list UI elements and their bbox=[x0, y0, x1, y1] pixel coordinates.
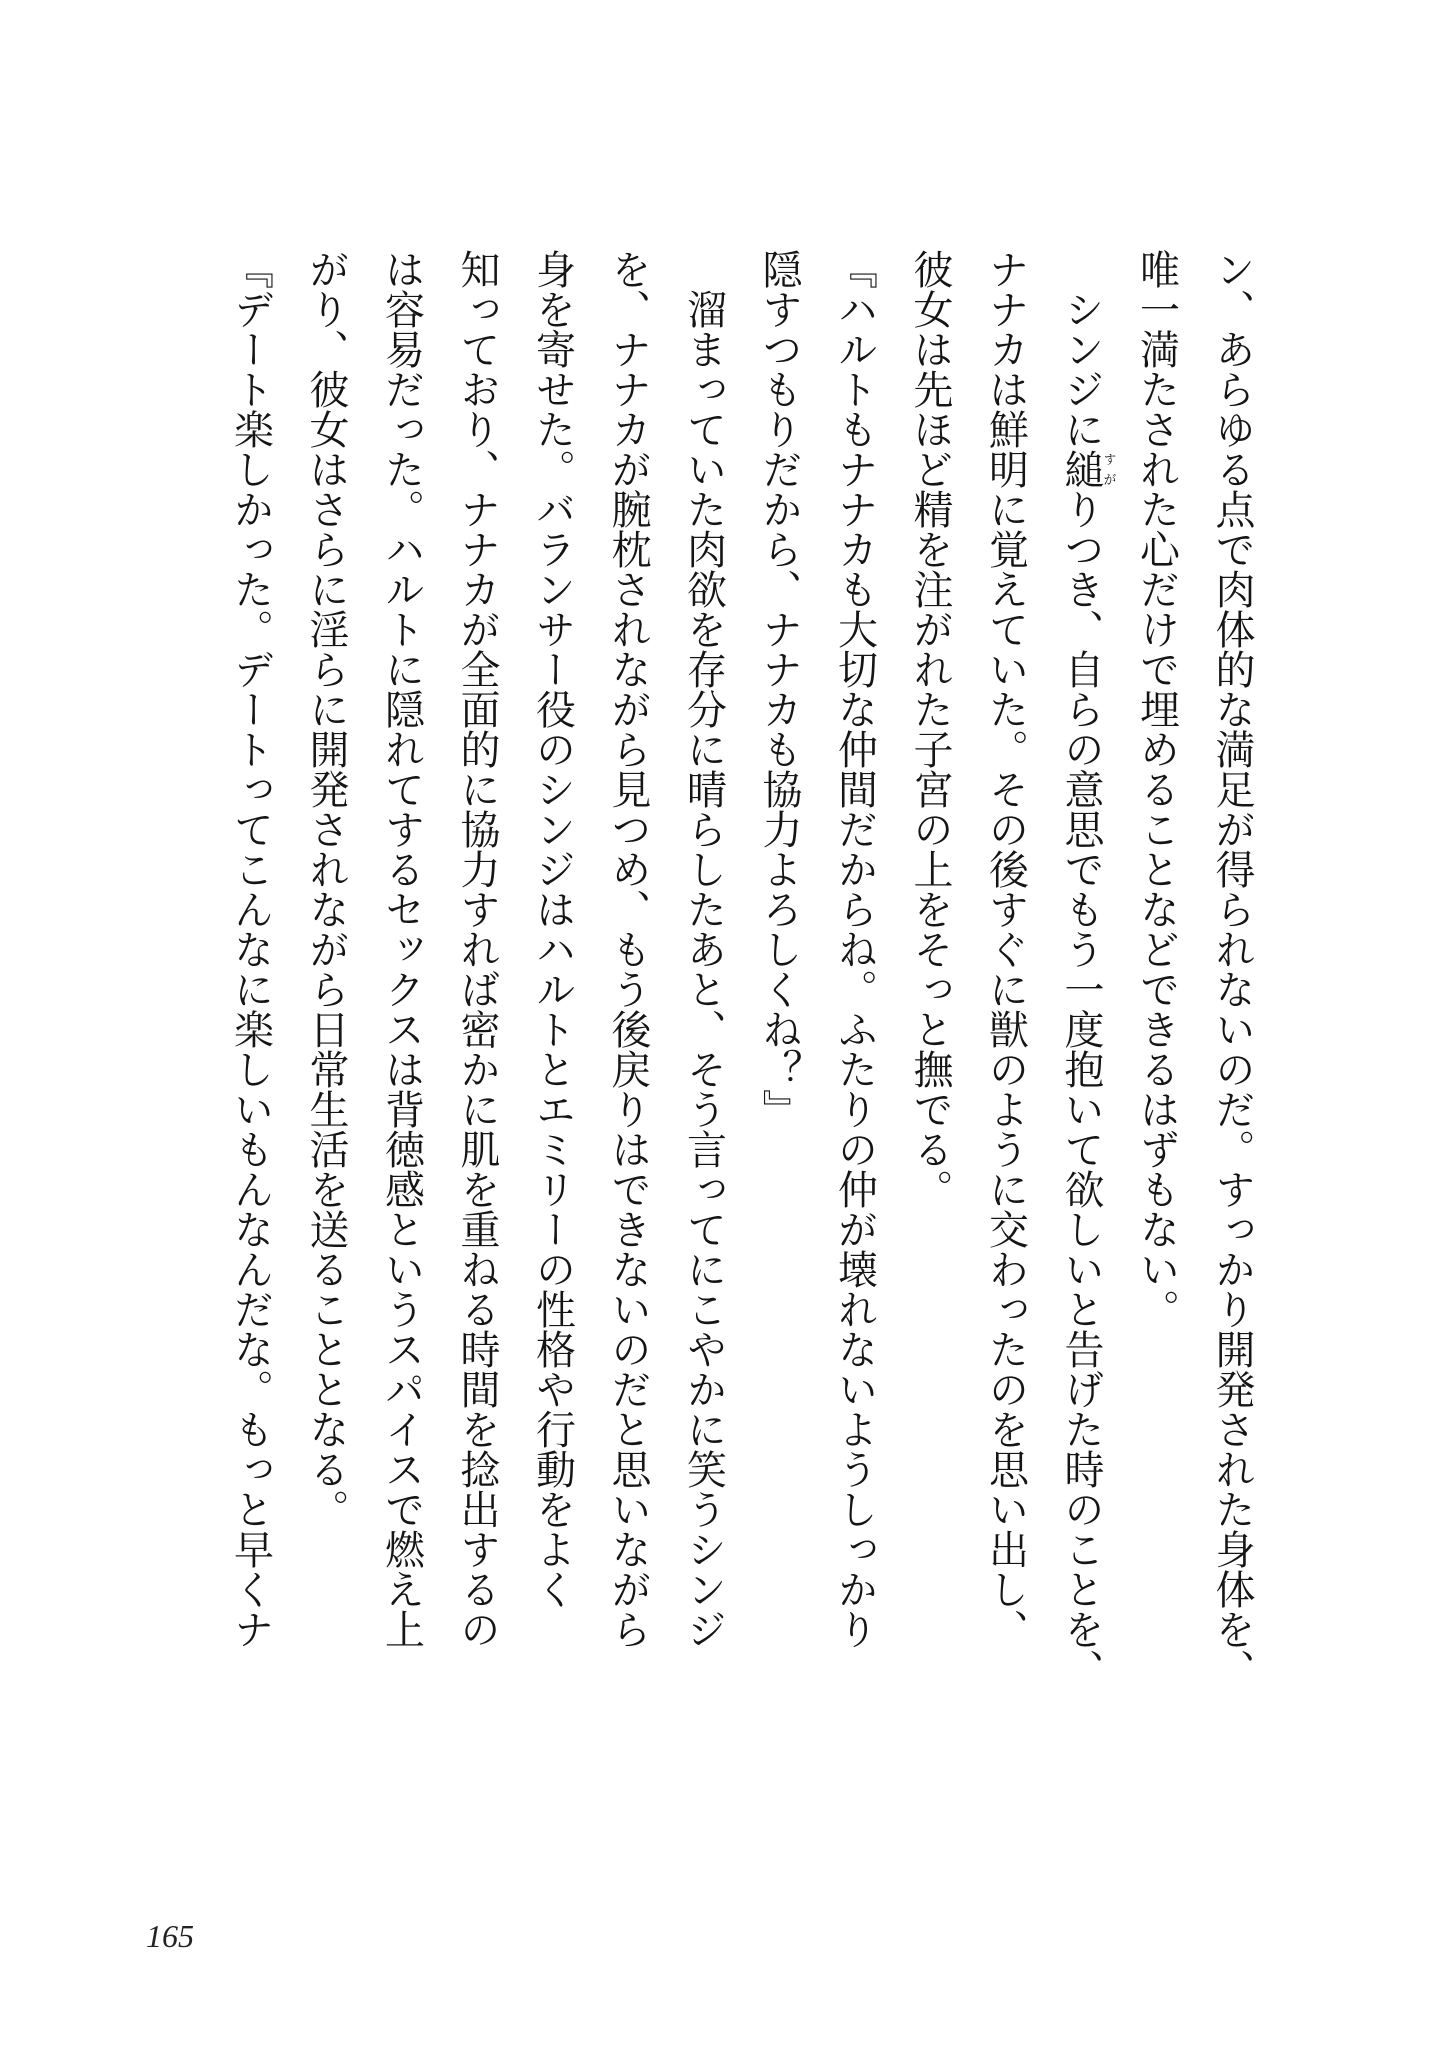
page-number: 165 bbox=[146, 1918, 194, 1954]
text-line: 唯一満たされた心だけで埋めることなどできるはずもない。 bbox=[1133, 249, 1180, 1329]
text-line: は容易だった。ハルトに隠れてするセックスは背徳感というスパイスで燃え上 bbox=[378, 249, 425, 1649]
text-segment: シンジに bbox=[1058, 249, 1104, 449]
text-line: 『デート楽しかった。デートってこんなに楽しいもんなんだな。もっと早くナ bbox=[227, 249, 274, 1649]
text-line: がり、彼女はさらに淫らに開発されながら日常生活を送ることとなる。 bbox=[303, 249, 349, 1529]
ruby-base: 縋 bbox=[1058, 449, 1104, 489]
text-line: 溜まっていた肉欲を存分に晴らしたあと、そう言ってにこやかに笑うシンジ bbox=[680, 249, 727, 1649]
body-text bbox=[212, 249, 1269, 1699]
ruby-reading: すが bbox=[1100, 449, 1116, 489]
text-line: を、ナナカが腕枕されながら見つめ、もう後戻りはできないのだと思いながら bbox=[605, 249, 651, 1649]
text-line: 知っており、ナナカが全面的に協力すれば密かに肌を重ねる時間を捻出するの bbox=[454, 249, 500, 1649]
text-line: ン、あらゆる点で肉体的な満足が得られないのだ。すっかり開発された身体を、 bbox=[1209, 249, 1255, 1689]
text-line: ナナカは鮮明に覚えていた。その後すぐに獣のように交わったのを思い出し、 bbox=[982, 249, 1029, 1649]
text-line-with-ruby bbox=[1043, 249, 1119, 1699]
ruby-annotation bbox=[1058, 449, 1116, 489]
text-line: 隠すつもりだから、ナナカも協力よろしくね？』 bbox=[756, 249, 802, 1129]
text-line: 彼女は先ほど精を注がれた子宮の上をそっと撫でる。 bbox=[907, 249, 953, 1209]
text-line: 『ハルトもナナカも大切な仲間だからね。ふたりの仲が壊れないようしっかり bbox=[831, 249, 878, 1649]
text-segment: りつき、自らの意思でもう一度抱いて欲しいと告げた時のことを、 bbox=[1058, 489, 1104, 1689]
text-line: 身を寄せた。バランサー役のシンジはハルトとエミリーの性格や行動をよく bbox=[529, 249, 576, 1609]
